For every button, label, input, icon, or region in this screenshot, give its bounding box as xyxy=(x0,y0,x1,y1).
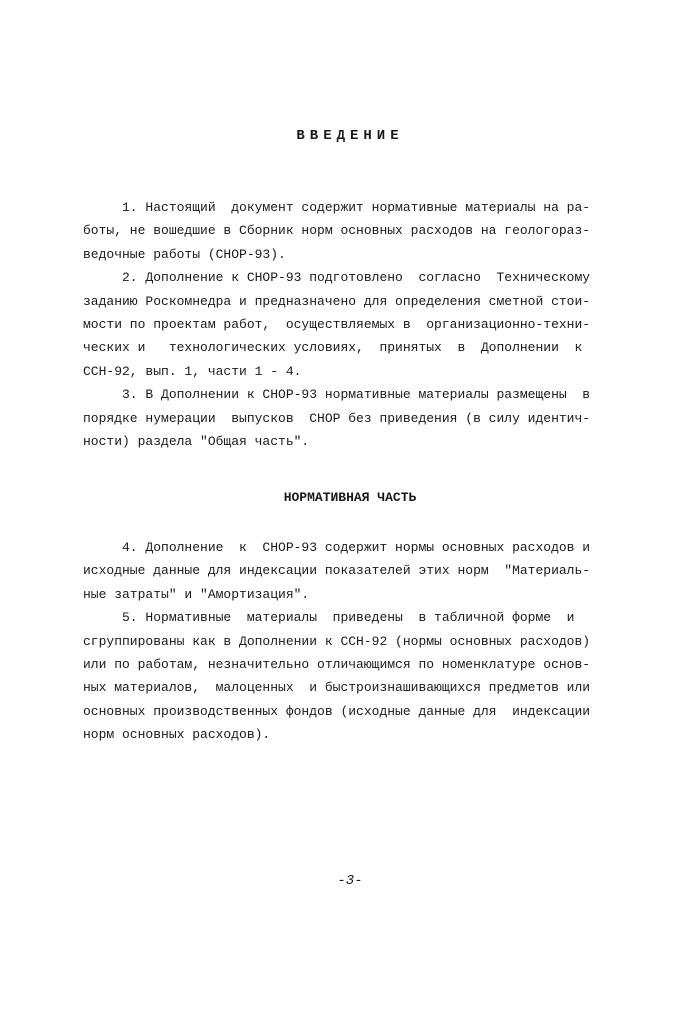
text-line: ческих и технологических условиях, принятых в Дополнении к xyxy=(83,340,583,356)
text-line: ные затраты" и "Амортизация". xyxy=(83,586,310,602)
text-line: 2. Дополнение к СНОР-93 подготовлено согласно Техническому xyxy=(83,270,591,286)
document-title: ВВЕДЕНИЕ xyxy=(296,128,404,144)
text-line: ности) раздела "Общая часть". xyxy=(83,433,310,449)
text-line: ССН-92, вып. 1, части 1 - 4. xyxy=(83,363,302,379)
text-line: сгруппированы как в Дополнении к ССН-92 (нормы основных расходов) xyxy=(83,633,591,649)
text-line: 3. В Дополнении к СНОР-93 нормативные материалы размещены в xyxy=(83,387,591,403)
text-line: исходные данные для индексации показателей этих норм "Материаль- xyxy=(83,563,591,579)
text-line: ведочные работы (СНОР-93). xyxy=(83,246,286,262)
text-line: мости по проектам работ, осуществляемых в организационно-техни- xyxy=(83,316,591,332)
text-line: порядке нумерации выпусков СНОР без приведения (в силу идентич- xyxy=(83,410,591,426)
text-line: боты, не вошедшие в Сборник норм основных расходов на геологораз- xyxy=(83,223,591,239)
normative-text xyxy=(83,536,613,747)
text-line: ных материалов, малоценных и быстроизнашивающихся предметов или xyxy=(83,680,591,696)
text-line: 1. Настоящий документ содержит нормативные материалы на ра- xyxy=(83,200,591,215)
text-line: заданию Роскомнедра и предназначено для определения сметной стои- xyxy=(83,293,591,309)
page-number: -3- xyxy=(337,873,363,889)
text-line: или по работам, незначительно отличающимся по номенклатуре основ- xyxy=(83,656,591,672)
text-line: 4. Дополнение к СНОР-93 содержит нормы основных расходов и xyxy=(83,540,591,555)
text-line: основных производственных фондов (исходные данные для индексации xyxy=(83,703,591,719)
section-heading: НОРМАТИВНАЯ ЧАСТЬ xyxy=(283,490,417,505)
text-line: норм основных расходов). xyxy=(83,727,271,743)
text-line: 5. Нормативные материалы приведены в табличной форме и xyxy=(83,610,575,626)
introduction-text xyxy=(83,196,613,453)
